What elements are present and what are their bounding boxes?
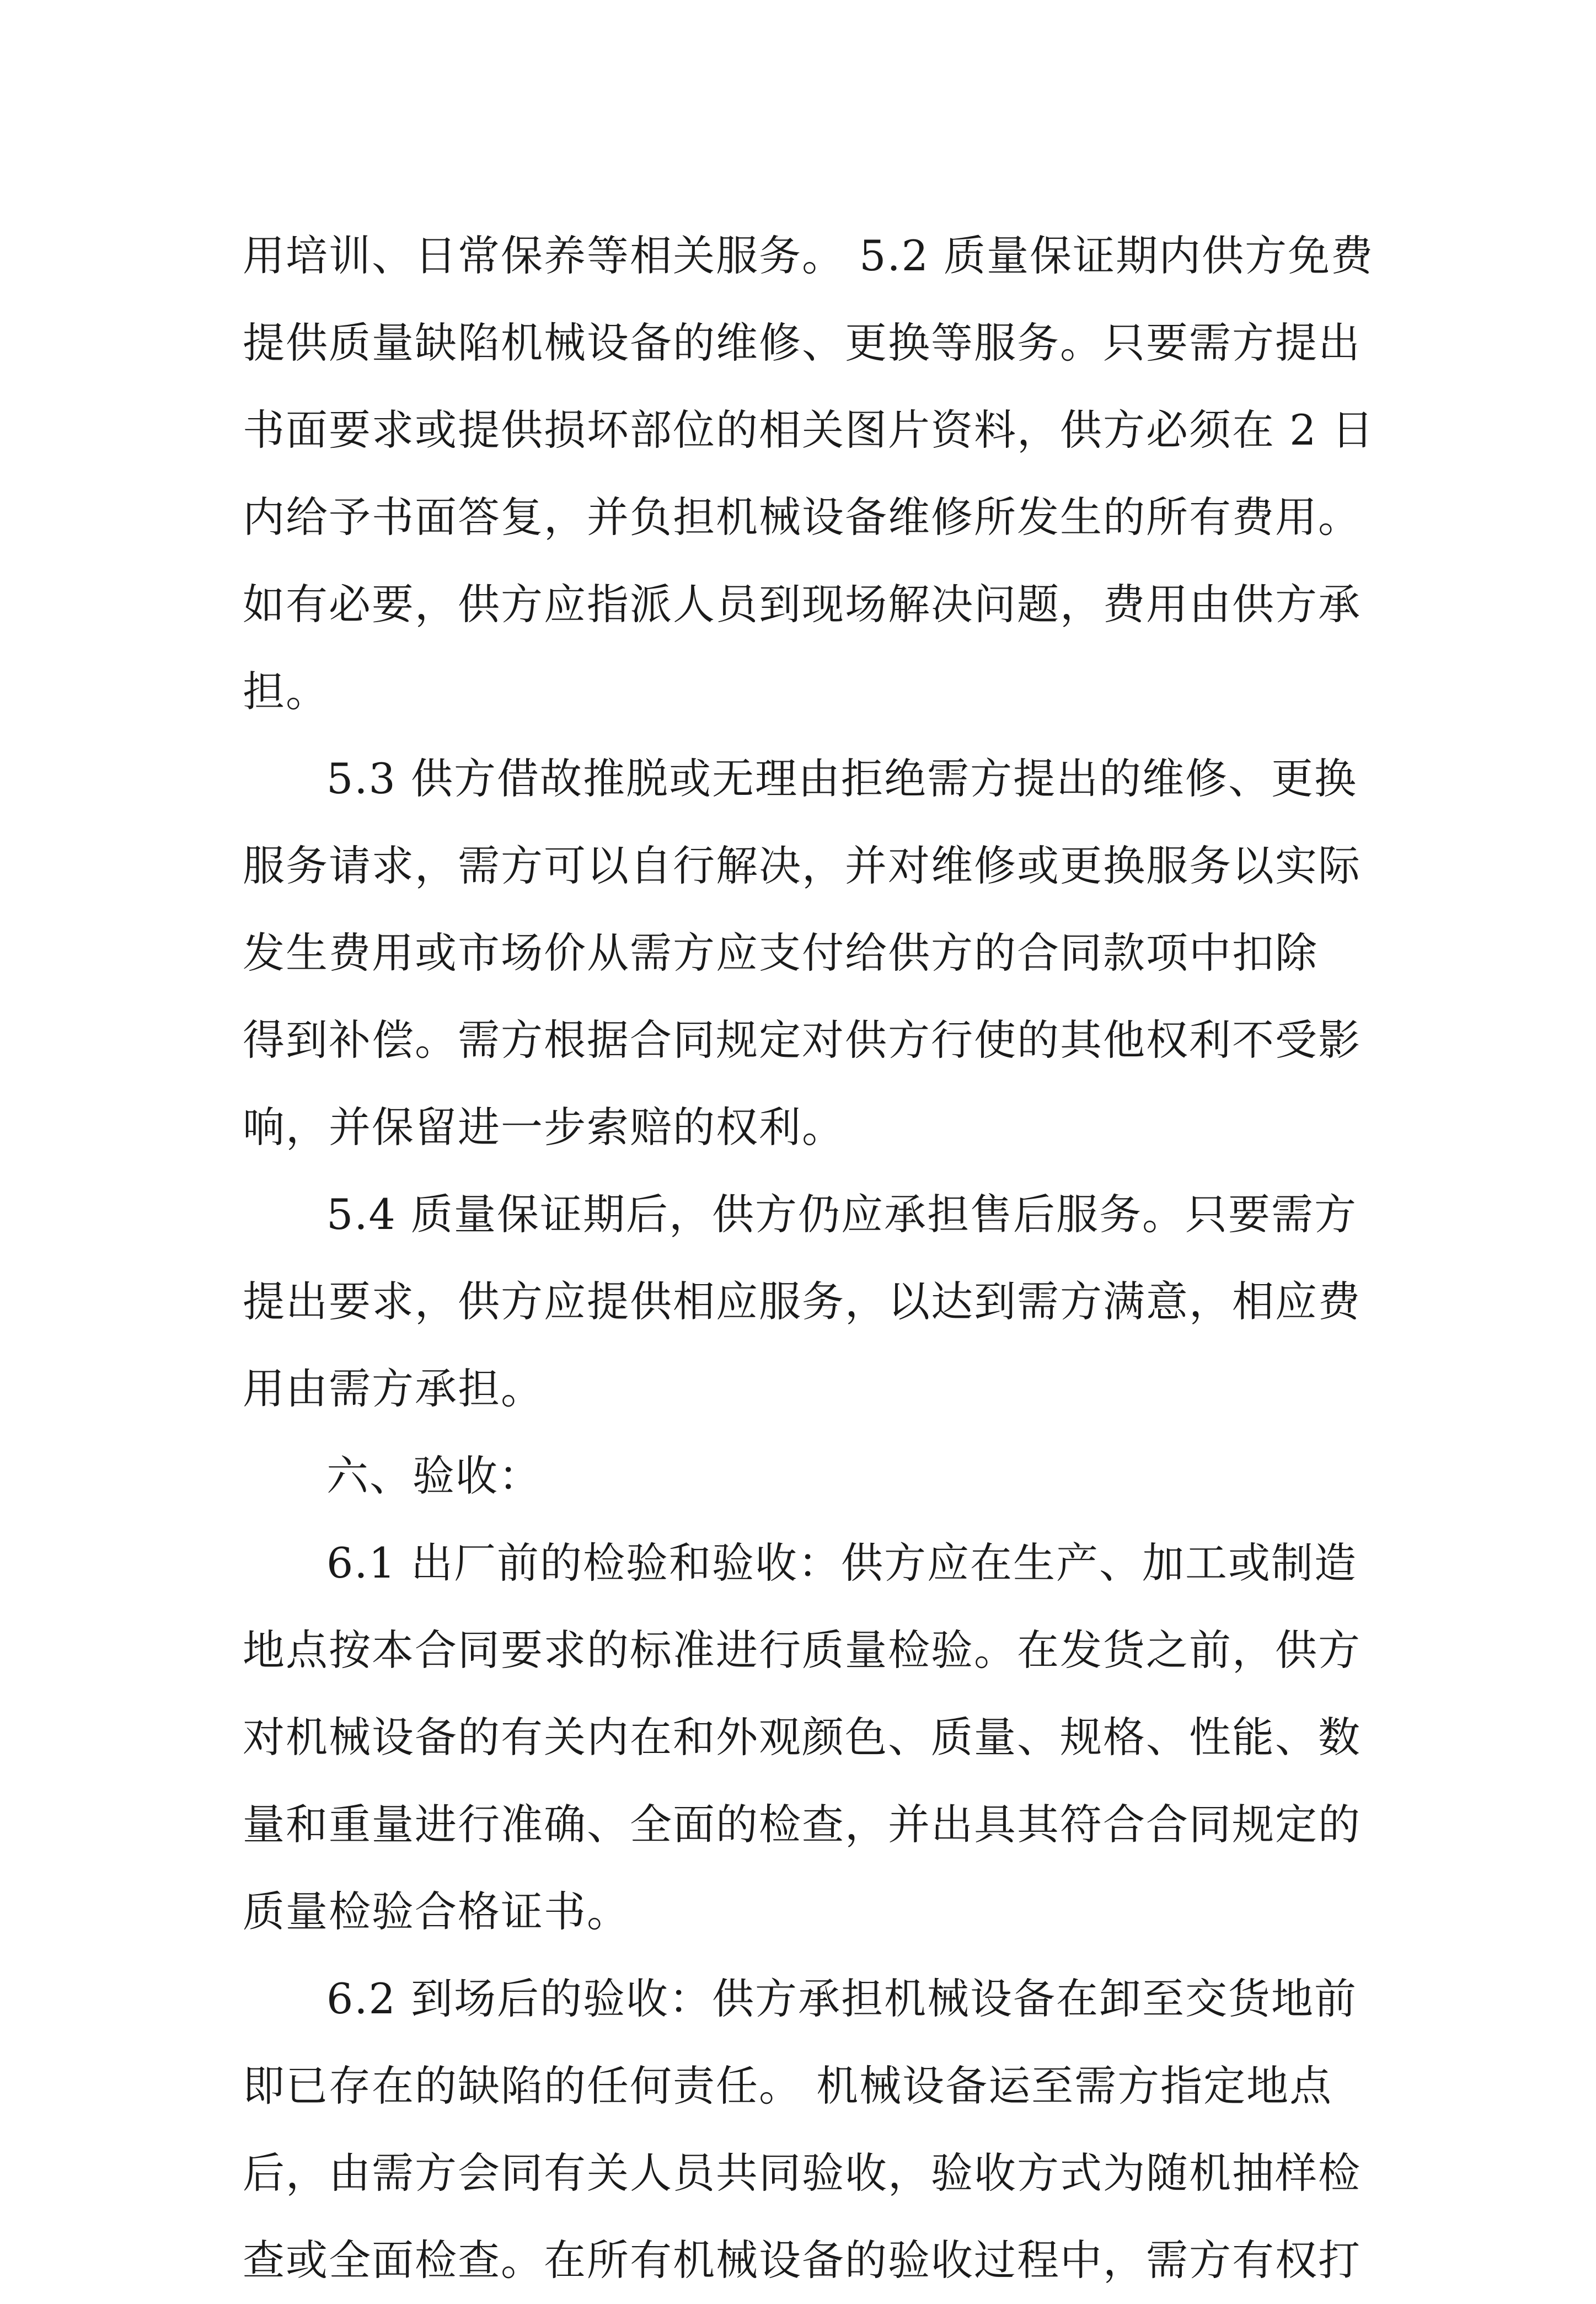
paragraph-start-5-4: 5.4 质量保证期后，供方仍应承担售后服务。只要需方 bbox=[326, 1190, 1358, 1239]
text-line: 提出要求，供方应提供相应服务，以达到需方满意，相应费 bbox=[243, 1277, 1361, 1326]
paragraph-start-6-1: 6.1 出厂前的检验和验收：供方应在生产、加工或制造 bbox=[326, 1538, 1358, 1587]
text-line: 得到补偿。需方根据合同规定对供方行使的其他权利不受影 bbox=[243, 1015, 1361, 1065]
section-heading-acceptance: 六、验收： bbox=[326, 1451, 542, 1500]
text-line: 即已存在的缺陷的任何责任。 机械设备运至需方指定地点 bbox=[243, 2061, 1333, 2110]
text-line: 响，并保留进一步索赔的权利。 bbox=[243, 1103, 845, 1152]
text-line: 用由需方承担。 bbox=[243, 1364, 544, 1413]
text-line: 内给予书面答复，并负担机械设备维修所发生的所有费用。 bbox=[243, 493, 1361, 542]
document-body bbox=[243, 212, 1373, 2304]
text-line: 服务请求，需方可以自行解决，并对维修或更换服务以实际 bbox=[243, 841, 1361, 890]
text-line: 如有必要，供方应指派人员到现场解决问题，费用由供方承 bbox=[243, 580, 1361, 629]
paragraph-start-5-3: 5.3 供方借故推脱或无理由拒绝需方提出的维修、更换 bbox=[326, 754, 1358, 803]
text-line: 发生费用或市场价从需方应支付给供方的合同款项中扣除 bbox=[243, 928, 1318, 977]
text-line: 量和重量进行准确、全面的检查，并出具其符合合同规定的 bbox=[243, 1800, 1361, 1849]
text-line: 提供质量缺陷机械设备的维修、更换等服务。只要需方提出 bbox=[243, 318, 1361, 367]
text-line: 用培训、日常保养等相关服务。 5.2 质量保证期内供方免费 bbox=[243, 231, 1374, 280]
text-line: 书面要求或提供损坏部位的相关图片资料，供方必须在 2 日 bbox=[243, 405, 1375, 455]
text-line: 担。 bbox=[243, 667, 329, 716]
text-line: 查或全面检查。在所有机械设备的验收过程中，需方有权打 bbox=[243, 2236, 1361, 2285]
text-line: 对机械设备的有关内在和外观颜色、质量、规格、性能、数 bbox=[243, 1713, 1361, 1762]
text-line: 后，由需方会同有关人员共同验收，验收方式为随机抽样检 bbox=[243, 2148, 1361, 2198]
text-line: 质量检验合格证书。 bbox=[243, 1887, 630, 1936]
paragraph-start-6-2: 6.2 到场后的验收：供方承担机械设备在卸至交货地前 bbox=[326, 1974, 1358, 2023]
text-line: 地点按本合同要求的标准进行质量检验。在发货之前，供方 bbox=[243, 1626, 1361, 1675]
